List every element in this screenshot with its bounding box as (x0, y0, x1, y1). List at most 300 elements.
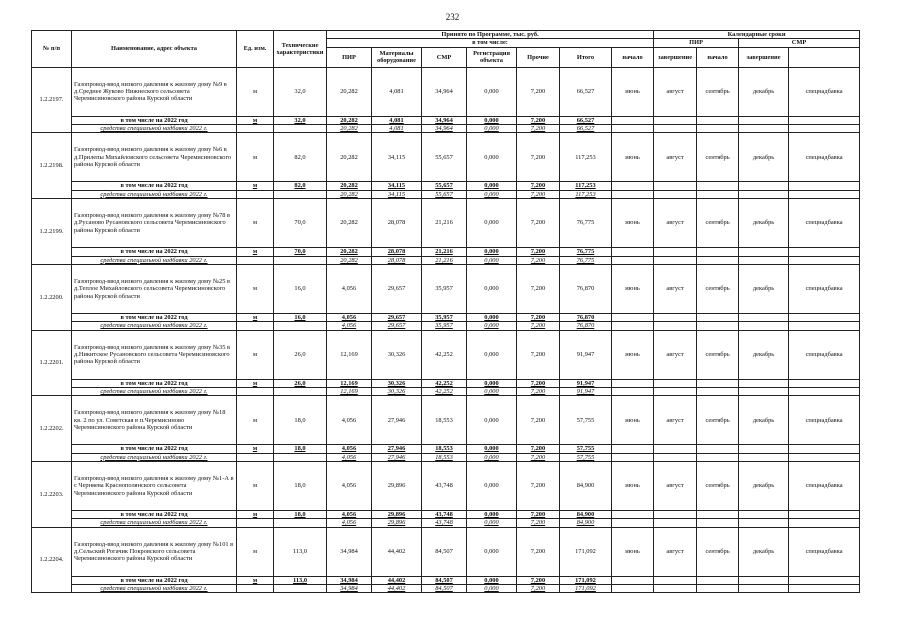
pir-end-cell: август (654, 396, 697, 445)
source-mat-cell: 34,115 (372, 190, 422, 198)
source-cell: спецнадбавка (789, 199, 860, 248)
year-other-cell: 7,200 (517, 248, 560, 256)
empty-cell (654, 190, 697, 198)
year-other-cell: 7,200 (517, 511, 560, 519)
registration-cell: 0,000 (467, 67, 517, 116)
object-name: Газопровод-ввод низкого давления к жилому дому №9 в д.Среднее Жуково Нижнеского сельсовета Черемисиновского района Курской области (72, 67, 237, 116)
year-smr-cell: 21,216 (422, 248, 467, 256)
unit-cell: м (237, 330, 274, 379)
year-mat-cell: 30,326 (372, 379, 422, 387)
year-unit-cell: м (237, 379, 274, 387)
empty-cell (237, 387, 274, 395)
smr-end-cell: декабрь (739, 133, 789, 182)
source-total-cell: 91,947 (560, 387, 612, 395)
source-other-cell: 7,200 (517, 125, 560, 133)
source-smr-cell: 55,657 (422, 190, 467, 198)
empty-cell (612, 313, 654, 321)
pir-start-cell: июнь (612, 527, 654, 576)
year-pir-cell: 20,282 (327, 116, 372, 124)
table-row (32, 133, 860, 182)
header-unit: Ед. изм. (237, 31, 274, 68)
source-reg-cell: 0,000 (467, 453, 517, 461)
row-number: 1.2.2197. (32, 67, 72, 133)
table-row (32, 330, 860, 379)
year-tech-cell: 16,0 (274, 313, 327, 321)
materials-cell: 30,326 (372, 330, 422, 379)
header-num: № п/п (32, 31, 72, 68)
materials-cell: 29,657 (372, 264, 422, 313)
total-cell: 76,775 (560, 199, 612, 248)
object-name: Газопровод-ввод низкого давления к жилому дому №18 кв. 2 по ул. Советская в п.Черемисиново Черемисиновского района Курской области (72, 396, 237, 445)
pir-end-cell: август (654, 264, 697, 313)
registration-cell: 0,000 (467, 462, 517, 511)
source-smr-cell: 35,957 (422, 322, 467, 330)
source-total-cell: 171,092 (560, 585, 612, 593)
source-cell: спецнадбавка (789, 462, 860, 511)
source-smr-cell: 43,748 (422, 519, 467, 527)
empty-cell (789, 387, 860, 395)
empty-cell (654, 387, 697, 395)
year-tech-cell: 70,0 (274, 248, 327, 256)
year-unit-cell: м (237, 313, 274, 321)
empty-cell (274, 585, 327, 593)
empty-cell (789, 511, 860, 519)
smr-start-cell: сентябрь (697, 133, 739, 182)
source-label: средства специальной надбавки 2022 г. (72, 453, 237, 461)
smr-start-cell: сентябрь (697, 67, 739, 116)
empty-cell (697, 248, 739, 256)
empty-cell (237, 256, 274, 264)
header-accepted: Принято по Программе, тыс. руб. (327, 31, 654, 39)
empty-cell (697, 453, 739, 461)
source-reg-cell: 0,000 (467, 322, 517, 330)
source-total-cell: 84,900 (560, 519, 612, 527)
empty-cell (789, 182, 860, 190)
empty-cell (697, 313, 739, 321)
year-total-cell: 117,253 (560, 182, 612, 190)
year-mat-cell: 44,402 (372, 576, 422, 584)
source-total-cell: 57,755 (560, 453, 612, 461)
table-header (32, 31, 860, 68)
year-smr-cell: 35,957 (422, 313, 467, 321)
year-unit-cell: м (237, 182, 274, 190)
smr-start-cell: сентябрь (697, 527, 739, 576)
empty-cell (739, 313, 789, 321)
empty-cell (274, 519, 327, 527)
empty-cell (697, 576, 739, 584)
year-other-cell: 7,200 (517, 379, 560, 387)
header-pir: ПИР (327, 47, 372, 67)
row-number: 1.2.2198. (32, 133, 72, 199)
tech-cell: 82,0 (274, 133, 327, 182)
year-mat-cell: 27,946 (372, 445, 422, 453)
source-pir-cell: 12,169 (327, 387, 372, 395)
empty-cell (739, 585, 789, 593)
empty-cell (654, 116, 697, 124)
empty-cell (739, 116, 789, 124)
smr-cell: 84,507 (422, 527, 467, 576)
program-table (31, 30, 860, 593)
empty-cell (612, 576, 654, 584)
empty-cell (697, 182, 739, 190)
header-name: Наименование, адрес объекта (72, 31, 237, 68)
source-cell: спецнадбавка (789, 133, 860, 182)
year-label: в том числе на 2022 год (72, 445, 237, 453)
source-other-cell: 7,200 (517, 453, 560, 461)
materials-cell: 29,896 (372, 462, 422, 511)
year-other-cell: 7,200 (517, 116, 560, 124)
year-smr-cell: 18,553 (422, 445, 467, 453)
empty-cell (789, 453, 860, 461)
year-label: в том числе на 2022 год (72, 511, 237, 519)
year-label: в том числе на 2022 год (72, 379, 237, 387)
year-mat-cell: 28,078 (372, 248, 422, 256)
total-cell: 66,527 (560, 67, 612, 116)
header-smr-end: завершение (739, 47, 789, 67)
source-cell: спецнадбавка (789, 396, 860, 445)
unit-cell: м (237, 396, 274, 445)
header-including: в том числе: (327, 39, 654, 47)
empty-cell (739, 125, 789, 133)
tech-cell: 16,0 (274, 264, 327, 313)
table-row (32, 527, 860, 576)
pir-start-cell: июнь (612, 67, 654, 116)
source-total-cell: 76,775 (560, 256, 612, 264)
header-pir-start: начало (612, 47, 654, 67)
registration-cell: 0,000 (467, 199, 517, 248)
source-reg-cell: 0,000 (467, 387, 517, 395)
source-smr-cell: 34,964 (422, 125, 467, 133)
pir-cell: 20,282 (327, 133, 372, 182)
empty-cell (697, 116, 739, 124)
source-other-cell: 7,200 (517, 256, 560, 264)
total-cell: 171,092 (560, 527, 612, 576)
registration-cell: 0,000 (467, 527, 517, 576)
empty-cell (612, 387, 654, 395)
source-mat-cell: 30,326 (372, 387, 422, 395)
registration-cell: 0,000 (467, 133, 517, 182)
table-row-source (32, 322, 860, 330)
source-smr-cell: 42,252 (422, 387, 467, 395)
pir-end-cell: август (654, 133, 697, 182)
year-pir-cell: 20,282 (327, 248, 372, 256)
smr-end-cell: декабрь (739, 264, 789, 313)
empty-cell (654, 453, 697, 461)
year-pir-cell: 12,169 (327, 379, 372, 387)
empty-cell (612, 190, 654, 198)
source-pir-cell: 34,984 (327, 585, 372, 593)
pir-start-cell: июнь (612, 133, 654, 182)
smr-cell: 42,252 (422, 330, 467, 379)
year-other-cell: 7,200 (517, 576, 560, 584)
empty-cell (697, 585, 739, 593)
empty-cell (789, 519, 860, 527)
empty-cell (739, 256, 789, 264)
table-row-source (32, 125, 860, 133)
year-total-cell: 84,900 (560, 511, 612, 519)
empty-cell (739, 453, 789, 461)
tech-cell: 18,0 (274, 462, 327, 511)
empty-cell (697, 256, 739, 264)
year-total-cell: 66,527 (560, 116, 612, 124)
year-total-cell: 76,870 (560, 313, 612, 321)
materials-cell: 4,081 (372, 67, 422, 116)
source-mat-cell: 29,896 (372, 519, 422, 527)
pir-start-cell: июнь (612, 462, 654, 511)
table-row-source (32, 519, 860, 527)
smr-start-cell: сентябрь (697, 396, 739, 445)
pir-end-cell: август (654, 330, 697, 379)
source-label: средства специальной надбавки 2022 г. (72, 519, 237, 527)
pir-end-cell: август (654, 527, 697, 576)
pir-cell: 20,282 (327, 199, 372, 248)
source-cell: спецнадбавка (789, 264, 860, 313)
empty-cell (739, 519, 789, 527)
year-tech-cell: 18,0 (274, 445, 327, 453)
total-cell: 84,900 (560, 462, 612, 511)
registration-cell: 0,000 (467, 396, 517, 445)
empty-cell (654, 576, 697, 584)
year-reg-cell: 0,000 (467, 511, 517, 519)
empty-cell (237, 190, 274, 198)
empty-cell (612, 322, 654, 330)
pir-start-cell: июнь (612, 330, 654, 379)
row-number: 1.2.2203. (32, 462, 72, 528)
smr-cell: 43,748 (422, 462, 467, 511)
empty-cell (739, 511, 789, 519)
source-reg-cell: 0,000 (467, 190, 517, 198)
source-pir-cell: 4,056 (327, 322, 372, 330)
object-name: Газопровод-ввод низкого давления к жилому дому №25 в д.Теплое Михайловского сельсовета Черемисиновского района Курской области (72, 264, 237, 313)
year-tech-cell: 26,0 (274, 379, 327, 387)
source-pir-cell: 4,056 (327, 519, 372, 527)
total-cell: 57,755 (560, 396, 612, 445)
year-pir-cell: 20,282 (327, 182, 372, 190)
unit-cell: м (237, 133, 274, 182)
source-total-cell: 117,253 (560, 190, 612, 198)
table-row (32, 264, 860, 313)
pir-cell: 20,282 (327, 67, 372, 116)
empty-cell (739, 248, 789, 256)
year-reg-cell: 0,000 (467, 379, 517, 387)
table-row-source (32, 387, 860, 395)
empty-cell (654, 445, 697, 453)
empty-cell (237, 322, 274, 330)
empty-cell (654, 313, 697, 321)
source-other-cell: 7,200 (517, 519, 560, 527)
pir-cell: 12,169 (327, 330, 372, 379)
empty-cell (612, 519, 654, 527)
year-total-cell: 57,755 (560, 445, 612, 453)
header-cal-smr: СМР (739, 39, 860, 47)
source-other-cell: 7,200 (517, 322, 560, 330)
empty-cell (612, 116, 654, 124)
table-row-year (32, 379, 860, 387)
empty-cell (789, 379, 860, 387)
header-other: Прочие (517, 47, 560, 67)
row-number: 1.2.2199. (32, 199, 72, 265)
object-name: Газопровод-ввод низкого давления к жилому дому №6 в д.Прилепы Михайловского сельсовета Черемисиновского района Курской области (72, 133, 237, 182)
header-tech: Технические характеристики (274, 31, 327, 68)
empty-cell (654, 256, 697, 264)
year-pir-cell: 34,984 (327, 576, 372, 584)
header-calendar: Календарные сроки (654, 31, 860, 39)
year-pir-cell: 4,056 (327, 313, 372, 321)
pir-start-cell: июнь (612, 264, 654, 313)
empty-cell (697, 125, 739, 133)
source-label: средства специальной надбавки 2022 г. (72, 190, 237, 198)
other-cell: 7,200 (517, 67, 560, 116)
empty-cell (697, 445, 739, 453)
unit-cell: м (237, 67, 274, 116)
empty-cell (789, 190, 860, 198)
year-label: в том числе на 2022 год (72, 182, 237, 190)
year-pir-cell: 4,056 (327, 511, 372, 519)
year-label: в том числе на 2022 год (72, 248, 237, 256)
pir-end-cell: август (654, 462, 697, 511)
total-cell: 117,253 (560, 133, 612, 182)
unit-cell: м (237, 264, 274, 313)
table-row-year (32, 182, 860, 190)
empty-cell (739, 576, 789, 584)
year-mat-cell: 29,896 (372, 511, 422, 519)
header-materials: Материалы оборудование (372, 47, 422, 67)
empty-cell (789, 248, 860, 256)
object-name: Газопровод-ввод низкого давления к жилому дому №35 в д.Никитское Русановского сельсовета Черемисиновского района Курской области (72, 330, 237, 379)
empty-cell (612, 379, 654, 387)
empty-cell (612, 511, 654, 519)
pir-start-cell: июнь (612, 396, 654, 445)
year-smr-cell: 34,964 (422, 116, 467, 124)
empty-cell (274, 256, 327, 264)
empty-cell (789, 313, 860, 321)
row-number: 1.2.2200. (32, 264, 72, 330)
smr-end-cell: декабрь (739, 67, 789, 116)
empty-cell (697, 190, 739, 198)
empty-cell (274, 125, 327, 133)
source-total-cell: 76,870 (560, 322, 612, 330)
empty-cell (789, 576, 860, 584)
table-row-source (32, 256, 860, 264)
empty-cell (789, 585, 860, 593)
source-pir-cell: 20,282 (327, 256, 372, 264)
empty-cell (739, 322, 789, 330)
source-reg-cell: 0,000 (467, 256, 517, 264)
row-number: 1.2.2204. (32, 527, 72, 593)
materials-cell: 44,402 (372, 527, 422, 576)
header-smr-start: начало (697, 47, 739, 67)
year-tech-cell: 18,0 (274, 511, 327, 519)
source-reg-cell: 0,000 (467, 585, 517, 593)
total-cell: 91,947 (560, 330, 612, 379)
empty-cell (654, 322, 697, 330)
empty-cell (237, 519, 274, 527)
year-unit-cell: м (237, 576, 274, 584)
table-row-year (32, 576, 860, 584)
pir-start-cell: июнь (612, 199, 654, 248)
year-reg-cell: 0,000 (467, 445, 517, 453)
year-reg-cell: 0,000 (467, 313, 517, 321)
source-label: средства специальной надбавки 2022 г. (72, 322, 237, 330)
year-other-cell: 7,200 (517, 313, 560, 321)
smr-end-cell: декабрь (739, 527, 789, 576)
empty-cell (654, 519, 697, 527)
year-mat-cell: 4,081 (372, 116, 422, 124)
source-label: средства специальной надбавки 2022 г. (72, 256, 237, 264)
tech-cell: 113,0 (274, 527, 327, 576)
other-cell: 7,200 (517, 133, 560, 182)
header-total: Итого (560, 47, 612, 67)
pir-cell: 4,056 (327, 396, 372, 445)
empty-cell (654, 248, 697, 256)
pir-end-cell: август (654, 199, 697, 248)
empty-cell (274, 387, 327, 395)
empty-cell (697, 387, 739, 395)
year-mat-cell: 29,657 (372, 313, 422, 321)
year-tech-cell: 32,0 (274, 116, 327, 124)
object-name: Газопровод-ввод низкого давления к жилому дому №101 в д.Сельский Рогачик Покровского сельсовета Черемисиновского района Курской области (72, 527, 237, 576)
tech-cell: 70,0 (274, 199, 327, 248)
source-pir-cell: 20,282 (327, 190, 372, 198)
source-smr-cell: 21,216 (422, 256, 467, 264)
year-other-cell: 7,200 (517, 182, 560, 190)
empty-cell (739, 445, 789, 453)
table-row-year (32, 248, 860, 256)
source-pir-cell: 4,056 (327, 453, 372, 461)
empty-cell (739, 379, 789, 387)
smr-cell: 21,216 (422, 199, 467, 248)
table-row-year (32, 445, 860, 453)
source-mat-cell: 4,081 (372, 125, 422, 133)
year-unit-cell: м (237, 511, 274, 519)
source-mat-cell: 29,657 (372, 322, 422, 330)
row-number: 1.2.2202. (32, 396, 72, 462)
empty-cell (612, 453, 654, 461)
source-other-cell: 7,200 (517, 585, 560, 593)
empty-cell (654, 585, 697, 593)
other-cell: 7,200 (517, 527, 560, 576)
smr-cell: 55,657 (422, 133, 467, 182)
empty-cell (237, 585, 274, 593)
row-number: 1.2.2201. (32, 330, 72, 396)
empty-cell (612, 182, 654, 190)
table-body (32, 67, 860, 593)
empty-cell (612, 125, 654, 133)
empty-cell (789, 256, 860, 264)
smr-end-cell: декабрь (739, 462, 789, 511)
object-name: Газопровод-ввод низкого давления к жилому дому №1-А в с Черняева Краснополянского сельсовета Черемисиновского района Курской области (72, 462, 237, 511)
pir-end-cell: август (654, 67, 697, 116)
source-cell: спецнадбавка (789, 67, 860, 116)
source-pir-cell: 20,282 (327, 125, 372, 133)
materials-cell: 28,078 (372, 199, 422, 248)
total-cell: 76,870 (560, 264, 612, 313)
year-reg-cell: 0,000 (467, 248, 517, 256)
year-unit-cell: м (237, 248, 274, 256)
empty-cell (697, 519, 739, 527)
object-name: Газопровод-ввод низкого давления к жилому дому №78 в д.Русаново Русановского сельсовета Черемисиновского района Курской области (72, 199, 237, 248)
table-row-source (32, 453, 860, 461)
empty-cell (654, 182, 697, 190)
tech-cell: 18,0 (274, 396, 327, 445)
empty-cell (654, 379, 697, 387)
page-number: 232 (445, 12, 460, 22)
smr-start-cell: сентябрь (697, 199, 739, 248)
other-cell: 7,200 (517, 462, 560, 511)
empty-cell (612, 445, 654, 453)
year-total-cell: 76,775 (560, 248, 612, 256)
empty-cell (789, 445, 860, 453)
